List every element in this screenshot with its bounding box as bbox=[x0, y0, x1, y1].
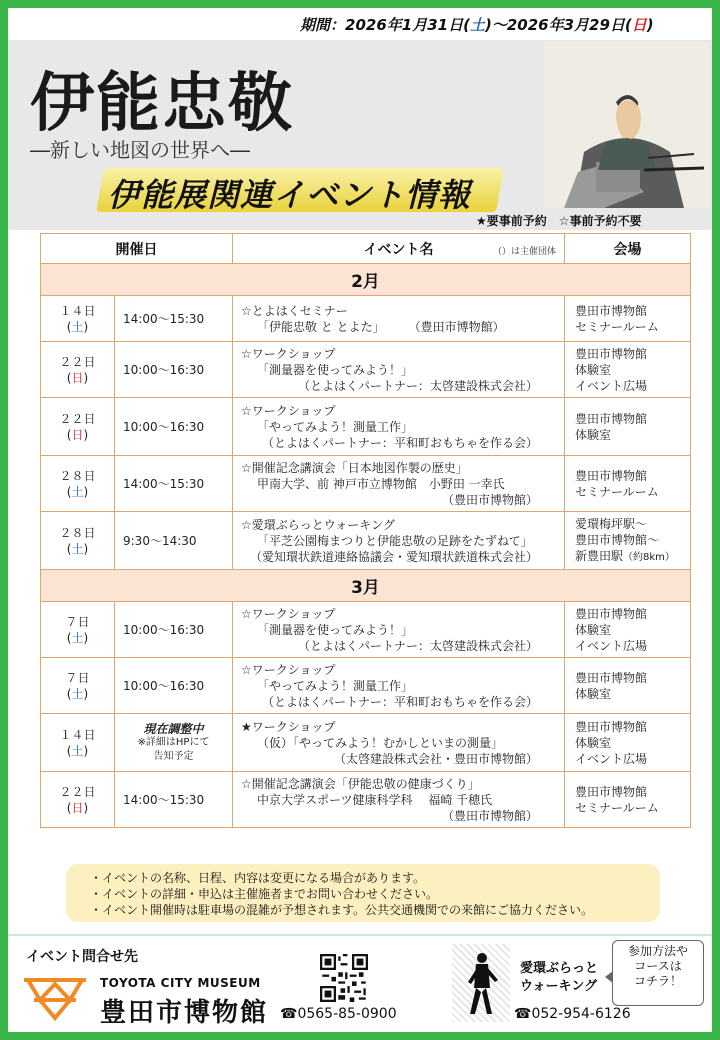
event-details bbox=[233, 658, 565, 714]
event-day: ２２日 bbox=[59, 411, 96, 426]
event-line: （太啓建設株式会社・豊田市博物館） bbox=[333, 751, 538, 766]
event-time: 10:00～16:30 bbox=[115, 342, 233, 398]
event-line: （豊田市博物館） bbox=[441, 808, 538, 823]
event-date bbox=[41, 512, 115, 570]
event-details bbox=[233, 512, 565, 570]
venue-line: 体験室 bbox=[575, 686, 612, 701]
exhibition-period: 期間：2026年1月31日(土)～2026年3月29日(日) bbox=[300, 16, 654, 34]
event-line: ☆開催記念講演会「日本地図作製の歴史」 bbox=[241, 460, 468, 475]
venue-line: 豊田市博物館 bbox=[575, 784, 648, 799]
header-date: 開催日 bbox=[41, 234, 233, 264]
bubble-line: 参加方法や bbox=[627, 944, 688, 958]
event-day: １４日 bbox=[59, 303, 96, 318]
event-line: （仮）「やってみよう！むかしといまの測量」 bbox=[257, 735, 504, 750]
event-dow: (土) bbox=[66, 630, 89, 645]
event-dow: (日) bbox=[66, 800, 89, 815]
museum-logo bbox=[20, 974, 90, 1022]
walking-event-label bbox=[520, 960, 598, 996]
museum-name-ja: 豊田市博物館 bbox=[100, 998, 269, 1028]
bubble-line: コースは bbox=[634, 959, 682, 973]
event-day: ７日 bbox=[65, 614, 90, 629]
period-label: 期間： bbox=[300, 16, 346, 34]
period-sep: ～ bbox=[491, 16, 507, 34]
event-date bbox=[41, 456, 115, 512]
table-row bbox=[41, 342, 691, 398]
table-row bbox=[41, 714, 691, 772]
venue-note: （約8km） bbox=[623, 551, 675, 563]
event-time: 10:00～16:30 bbox=[115, 398, 233, 456]
event-date bbox=[41, 658, 115, 714]
event-line: （愛知環状鉄道連絡協議会・愛知環状鉄道株式会社） bbox=[249, 549, 538, 564]
exhibition-subtitle: ―新しい地図の世界へ― bbox=[30, 138, 250, 162]
time-note: 告知予定 bbox=[153, 750, 194, 762]
month-label: 3月 bbox=[41, 570, 691, 602]
event-line: （とよはくパートナー：平和町おもちゃを作る会） bbox=[261, 694, 538, 709]
event-dow: (土) bbox=[66, 484, 89, 499]
table-row bbox=[41, 658, 691, 714]
table-row bbox=[41, 398, 691, 456]
event-line: （とよはくパートナー：平和町おもちゃを作る会） bbox=[261, 435, 538, 450]
event-line: 中京大学スポーツ健康科学科 福崎 千穂氏 bbox=[257, 792, 493, 807]
venue-line: 豊田市博物館 bbox=[575, 411, 648, 426]
event-line: 「やってみよう！測量工作」 bbox=[257, 678, 414, 693]
venue-line: 豊田市博物館～ bbox=[575, 532, 660, 547]
walking-phone: ☎052-954-6126 bbox=[514, 1006, 631, 1022]
event-line: ★ワークショップ bbox=[241, 719, 336, 734]
event-line: 「やってみよう！測量工作」 bbox=[257, 419, 414, 434]
event-date bbox=[41, 342, 115, 398]
event-venue bbox=[565, 512, 691, 570]
venue-line: 豊田市博物館 bbox=[575, 719, 648, 734]
event-time bbox=[115, 714, 233, 772]
event-details bbox=[233, 296, 565, 342]
venue-line: イベント広場 bbox=[575, 638, 648, 653]
period-start: 2026年1月31日 bbox=[345, 16, 464, 34]
event-banner-title: 伊能展関連イベント情報 bbox=[108, 176, 472, 214]
contact-title: イベント問合せ先 bbox=[26, 949, 138, 965]
event-date bbox=[41, 714, 115, 772]
venue-line: 豊田市博物館 bbox=[575, 670, 648, 685]
event-date bbox=[41, 602, 115, 658]
venue-line: イベント広場 bbox=[575, 751, 648, 766]
venue-line: 豊田市博物館 bbox=[575, 606, 648, 621]
event-line: 「伊能忠敬 と とよた」 （豊田市博物館） bbox=[257, 319, 505, 334]
header-event bbox=[233, 234, 565, 264]
event-date bbox=[41, 296, 115, 342]
event-dow: (日) bbox=[66, 370, 89, 385]
notice-line: ・イベントの詳細・申込は主催施者までお問い合わせください。 bbox=[90, 887, 439, 901]
header-event-note: （）は主催団体 bbox=[492, 247, 556, 257]
event-dow: (土) bbox=[66, 686, 89, 701]
table-row bbox=[41, 296, 691, 342]
table-row bbox=[41, 772, 691, 828]
venue-line: 体験室 bbox=[575, 735, 612, 750]
event-line: （豊田市博物館） bbox=[441, 492, 538, 507]
venue-line: 愛環梅坪駅～ bbox=[575, 516, 648, 531]
event-time: 10:00～16:30 bbox=[115, 602, 233, 658]
notice-box bbox=[66, 864, 660, 922]
event-details bbox=[233, 772, 565, 828]
event-venue bbox=[565, 456, 691, 512]
notice-line: ・イベントの名称、日程、内容は変更になる場合があります。 bbox=[90, 871, 426, 885]
qr-code[interactable] bbox=[320, 954, 368, 1002]
museum-phone: ☎0565-85-0900 bbox=[280, 1006, 397, 1022]
event-day: ２８日 bbox=[59, 525, 96, 540]
table-header-row bbox=[41, 234, 691, 264]
event-dow: (日) bbox=[66, 427, 89, 442]
month-row bbox=[41, 570, 691, 602]
event-time: 14:00～15:30 bbox=[115, 296, 233, 342]
event-time: 14:00～15:30 bbox=[115, 456, 233, 512]
event-line: ☆ワークショップ bbox=[241, 403, 336, 418]
table-row bbox=[41, 456, 691, 512]
event-day: ２２日 bbox=[59, 784, 96, 799]
event-line: ☆ワークショップ bbox=[241, 662, 336, 677]
event-line: 「測量器を使ってみよう！」 bbox=[257, 362, 414, 377]
venue-line: 豊田市博物館 bbox=[575, 303, 648, 318]
event-time: 14:00～15:30 bbox=[115, 772, 233, 828]
event-line: 甲南大学、前 神戸市立博物館 小野田 一幸氏 bbox=[257, 476, 505, 491]
museum-name-en: TOYOTA CITY MUSEUM bbox=[100, 976, 261, 990]
event-line: 「測量器を使ってみよう！」 bbox=[257, 622, 414, 637]
event-date bbox=[41, 398, 115, 456]
period-end: 2026年3月29日 bbox=[506, 16, 625, 34]
period-start-dow: 土 bbox=[469, 16, 485, 34]
events-table bbox=[40, 233, 691, 828]
event-dow: (土) bbox=[66, 541, 89, 556]
exhibition-title: 伊能忠敬 bbox=[30, 66, 294, 141]
event-venue bbox=[565, 342, 691, 398]
event-line: 「平芝公園梅まつりと伊能忠敬の足跡をたずねて」 bbox=[257, 533, 533, 548]
walker-icon bbox=[456, 948, 506, 1018]
table-row bbox=[41, 512, 691, 570]
event-day: ２８日 bbox=[59, 468, 96, 483]
events-body bbox=[41, 264, 691, 828]
walking-label-line2: ウォーキング bbox=[520, 979, 598, 994]
event-line: ☆開催記念講演会「伊能忠敬の健康づくり」 bbox=[241, 776, 480, 791]
venue-line: 体験室 bbox=[575, 427, 612, 442]
event-dow: (土) bbox=[66, 743, 89, 758]
period-end-dow: 日 bbox=[631, 16, 647, 34]
event-line: ☆愛環ぶらっとウォーキング bbox=[241, 517, 395, 532]
event-venue bbox=[565, 658, 691, 714]
event-details bbox=[233, 714, 565, 772]
event-line: ☆ワークショップ bbox=[241, 346, 336, 361]
venue-line: 体験室 bbox=[575, 622, 612, 637]
event-venue bbox=[565, 714, 691, 772]
walking-label-line1: 愛環ぶらっと bbox=[520, 961, 599, 976]
bubble-line: コチラ！ bbox=[633, 974, 682, 988]
header-venue: 会場 bbox=[565, 234, 691, 264]
table-row bbox=[41, 602, 691, 658]
venue-line: 豊田市博物館 bbox=[575, 468, 648, 483]
event-day: １４日 bbox=[59, 727, 96, 742]
event-details bbox=[233, 456, 565, 512]
time-tbd: 現在調整中 bbox=[143, 721, 204, 736]
event-details bbox=[233, 398, 565, 456]
event-day: ２２日 bbox=[59, 354, 96, 369]
event-line: ☆ワークショップ bbox=[241, 606, 336, 621]
footer-divider bbox=[8, 934, 712, 936]
event-time: 10:00～16:30 bbox=[115, 658, 233, 714]
reservation-legend: ★要事前予約 ☆事前予約不要 bbox=[476, 214, 642, 228]
venue-line: 体験室 bbox=[575, 362, 612, 377]
event-line: （とよはくパートナー：太啓建設株式会社） bbox=[297, 378, 538, 393]
event-time: 9:30～14:30 bbox=[115, 512, 233, 570]
event-line: ☆とよはくセミナー bbox=[241, 303, 348, 318]
month-label: 2月 bbox=[41, 264, 691, 296]
venue-line: イベント広場 bbox=[575, 378, 648, 393]
venue-line: セミナールーム bbox=[575, 319, 659, 334]
venue-line: セミナールーム bbox=[575, 800, 659, 815]
month-row bbox=[41, 264, 691, 296]
speech-bubble bbox=[612, 940, 704, 1006]
event-details bbox=[233, 342, 565, 398]
event-details bbox=[233, 602, 565, 658]
event-venue bbox=[565, 602, 691, 658]
event-day: ７日 bbox=[65, 670, 90, 685]
event-dow: (土) bbox=[66, 319, 89, 334]
event-venue bbox=[565, 296, 691, 342]
event-date bbox=[41, 772, 115, 828]
portrait-illustration bbox=[544, 42, 710, 208]
event-line: （とよはくパートナー：太啓建設株式会社） bbox=[297, 638, 538, 653]
event-venue bbox=[565, 772, 691, 828]
venue-line: 新豊田駅（約8km） bbox=[575, 548, 675, 563]
header-event-label: イベント名 bbox=[363, 241, 434, 258]
event-venue bbox=[565, 398, 691, 456]
notice-line: ・イベント開催時は駐車場の混雑が予想されます。公共交通機関での来館にご協力ください。 bbox=[90, 903, 594, 917]
time-note: ※詳細はHPにて bbox=[137, 736, 210, 748]
venue-line: 豊田市博物館 bbox=[575, 346, 648, 361]
venue-line: セミナールーム bbox=[575, 484, 659, 499]
